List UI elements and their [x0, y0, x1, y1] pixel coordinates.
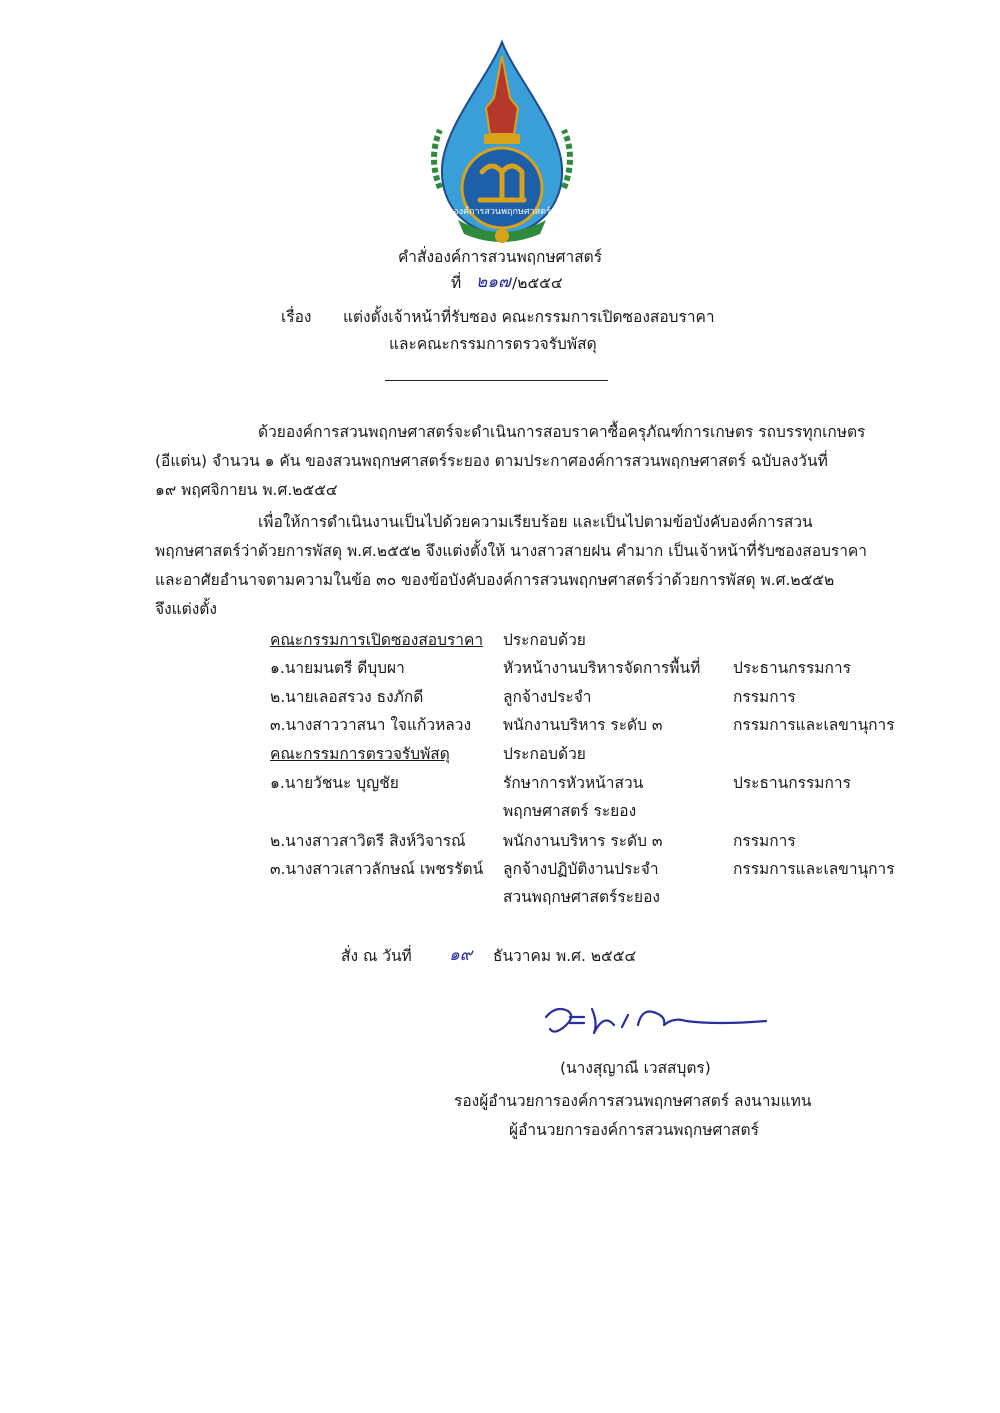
order-date-month-year: ธันวาคม พ.ศ. ๒๕๕๔	[493, 947, 637, 965]
header-divider	[385, 380, 608, 381]
member-role: กรรมการและเลขานุการ	[733, 716, 895, 734]
subject-line-1: แต่งตั้งเจ้าหน้าที่รับซอง คณะกรรมการเปิดซองสอบราคา	[343, 308, 715, 326]
paragraph-line: (อีแต่น) จำนวน ๑ คัน ของสวนพฤกษศาสตร์ระยอง ตามประกาศองค์การสวนพฤกษศาสตร์ ฉบับลงวันที่	[155, 452, 828, 470]
member-name: ๓.นางสาววาสนา ใจแก้วหลวง	[270, 716, 472, 734]
member-position: หัวหน้างานบริหารจัดการพื้นที่	[503, 659, 701, 677]
committee-2-suffix: ประกอบด้วย	[503, 745, 586, 763]
member-position: พฤกษศาสตร์ ระยอง	[503, 802, 637, 820]
member-role: กรรมการ	[733, 832, 796, 850]
member-name: ๓.นางสาวเสาวลักษณ์ เพชรรัตน์	[270, 860, 484, 878]
member-name: ๑.นายมนตรี ดีบุบผา	[270, 659, 405, 677]
paragraph-line: ด้วยองค์การสวนพฤกษศาสตร์จะดำเนินการสอบราคาซื้อครุภัณฑ์การเกษตร รถบรรทุกเกษตร	[258, 423, 866, 441]
logo-caption: องค์การสวนพฤกษศาสตร์	[453, 207, 551, 217]
subject-label: เรื่อง	[281, 308, 312, 326]
member-position: สวนพฤกษศาสตร์ระยอง	[503, 888, 660, 906]
member-role: กรรมการและเลขานุการ	[733, 860, 895, 878]
member-position: พนักงานบริหาร ระดับ ๓	[503, 716, 663, 734]
member-name: ๑.นายวัชนะ บุญชัย	[270, 774, 399, 792]
signatory-title-line-2: ผู้อำนวยการองค์การสวนพฤกษศาสตร์	[509, 1121, 759, 1139]
member-role: ประธานกรรมการ	[733, 774, 851, 792]
member-name: ๒.นายเลอสรวง ธงภักดี	[270, 688, 424, 706]
signatory-name: (นางสุญาณี เวสสบุตร)	[560, 1059, 711, 1077]
member-position: ลูกจ้างปฏิบัติงานประจำ	[503, 860, 659, 878]
member-position: พนักงานบริหาร ระดับ ๓	[503, 832, 663, 850]
committee-1-suffix: ประกอบด้วย	[503, 631, 586, 649]
paragraph-line: พฤกษศาสตร์ว่าด้วยการพัสดุ พ.ศ.๒๕๕๒ จึงแต่งตั้งให้ นางสาวสายฝน คำมาก เป็นเจ้าหน้าที่รับซองสอบราคา	[155, 542, 868, 560]
order-number-suffix: /๒๕๕๔	[512, 274, 563, 292]
paragraph-2	[155, 508, 877, 624]
committee-1-title: คณะกรรมการเปิดซองสอบราคา	[270, 631, 484, 649]
member-role: ประธานกรรมการ	[733, 659, 851, 677]
paragraph-line: เพื่อให้การดำเนินงานเป็นไปด้วยความเรียบร้อย และเป็นไปตามข้อบังคับองค์การสวน	[258, 513, 813, 531]
signatory-title-line-1: รองผู้อำนวยการองค์การสวนพฤกษศาสตร์ ลงนามแทน	[454, 1092, 812, 1110]
order-number-prefix: ที่	[451, 274, 462, 292]
organization-logo	[418, 38, 586, 250]
member-position: รักษาการหัวหน้าสวน	[503, 774, 644, 792]
committee-2-title: คณะกรรมการตรวจรับพัสดุ	[270, 745, 450, 763]
handwritten-signature	[540, 995, 785, 1045]
paragraph-line: จึงแต่งตั้ง	[155, 600, 217, 618]
paragraph-1	[155, 418, 877, 505]
paragraph-line: และอาศัยอำนาจตามความในข้อ ๓๐ ของข้อบังคับองค์การสวนพฤกษศาสตร์ว่าด้วยการพัสดุ พ.ศ.๒๕๕๒	[155, 571, 835, 589]
order-date-prefix: สั่ง ณ วันที่	[341, 947, 412, 965]
order-title: คำสั่งองค์การสวนพฤกษศาสตร์	[397, 248, 603, 266]
member-name: ๒.นางสาวสาวิตรี สิงห์วิจารณ์	[270, 832, 466, 850]
member-position: ลูกจ้างประจำ	[503, 688, 592, 706]
paragraph-line: ๑๙ พฤศจิกายน พ.ศ.๒๕๕๔	[155, 481, 338, 499]
order-date-day-handwritten: ๑๙	[449, 945, 473, 965]
member-role: กรรมการ	[733, 688, 796, 706]
order-number-handwritten: ๒๑๗	[476, 272, 511, 292]
subject-line-2: และคณะกรรมการตรวจรับพัสดุ	[389, 335, 597, 353]
